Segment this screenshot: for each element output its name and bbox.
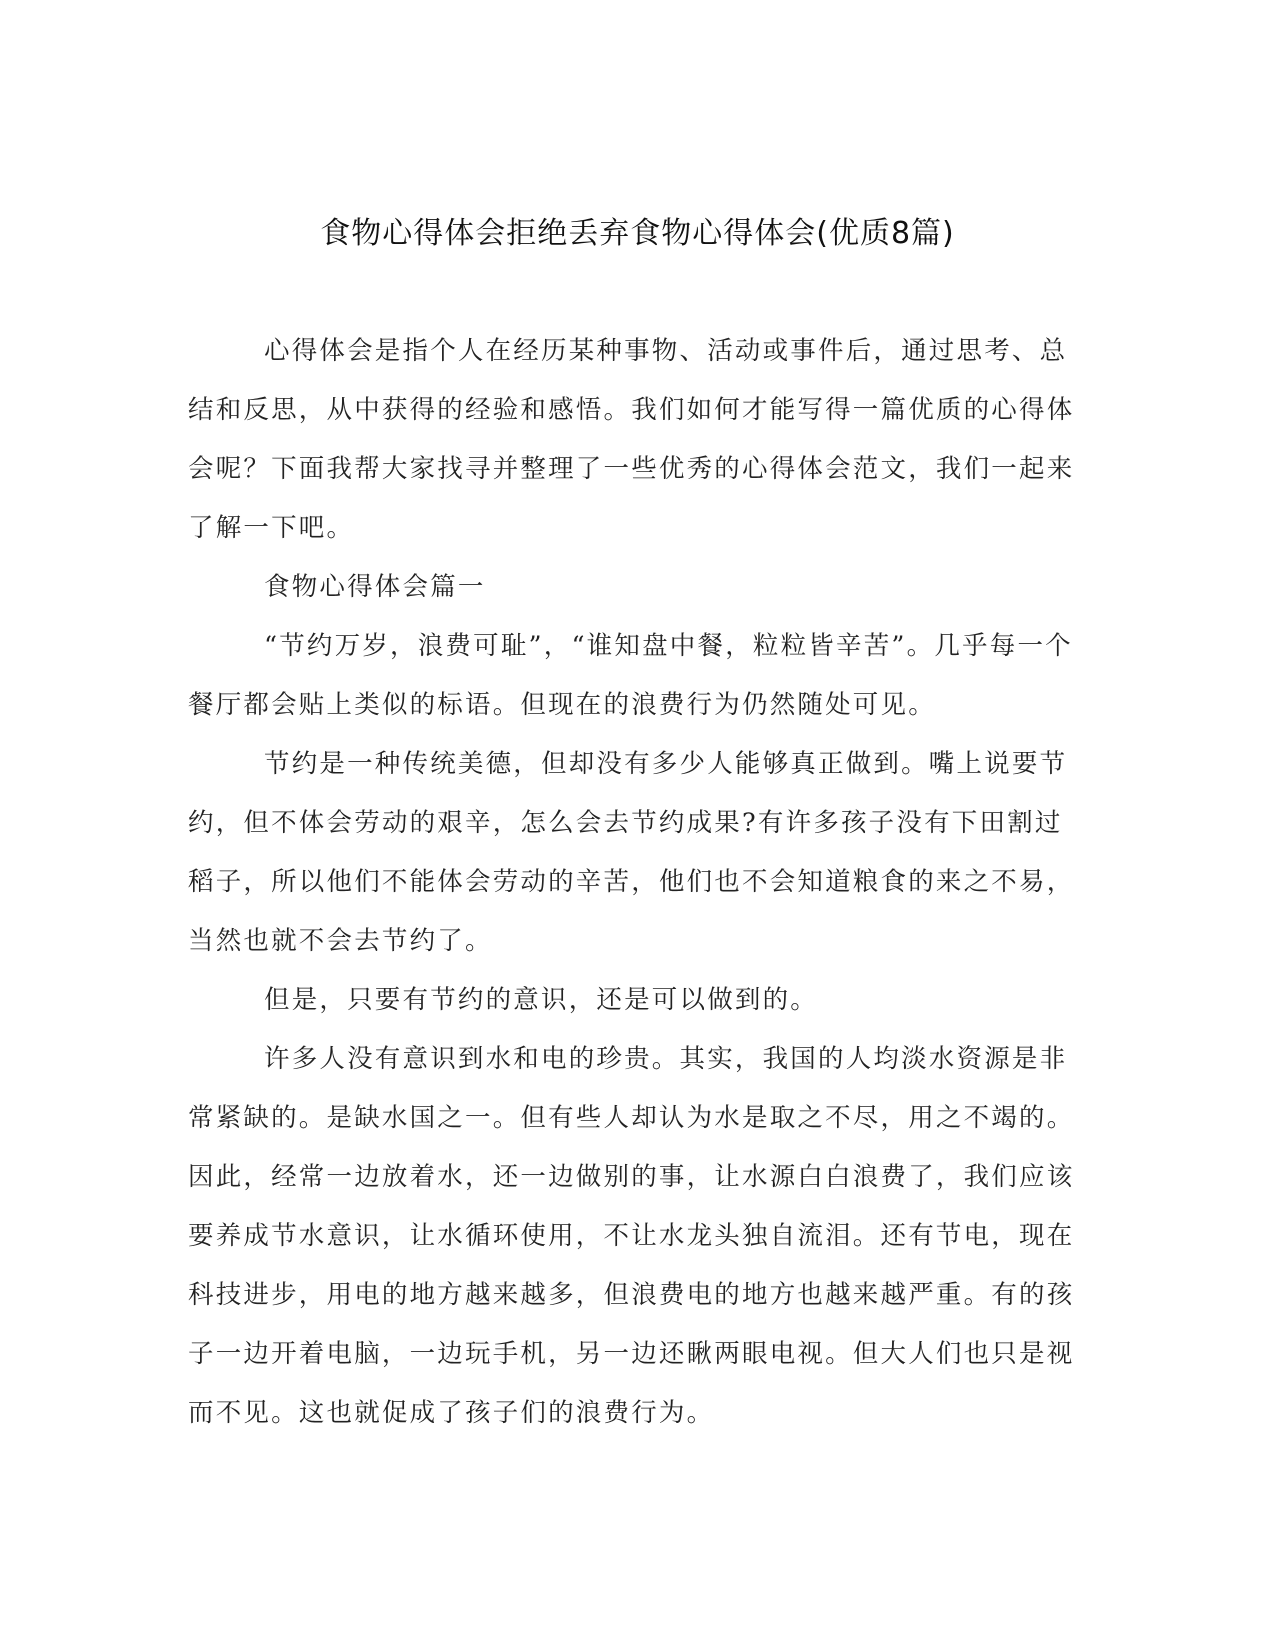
paragraph: “节约万岁，浪费可耻”，“谁知盘中餐，粒粒皆辛苦”。几乎每一个餐厅都会贴上类似的标语。但现在的浪费行为仍然随处可见。 <box>188 631 1073 720</box>
paragraph: 但是，只要有节约的意识，还是可以做到的。 <box>264 985 819 1015</box>
section-heading: 食物心得体会篇一 <box>264 572 486 602</box>
document-title: 食物心得体会拒绝丢弃食物心得体会(优质8篇) <box>320 216 955 251</box>
paragraph: 许多人没有意识到水和电的珍贵。其实，我国的人均淡水资源是非常紧缺的。是缺水国之一。但有些人却认为水是取之不尽，用之不竭的。因此，经常一边放着水，还一边做别的事，让水源白白浪费了，我们应该要养成节水意识，让水循环使用，不让水龙头独自流泪。还有节电，现在科技进步，用电的地方越来越多，但浪费电的地方也越来越严重。有的孩子一边开着电脑，一边玩手机，另一边还瞅两眼电视。但大人们也只是视而不见。这也就促成了孩子们的浪费行为。 <box>188 1044 1075 1428</box>
document-body <box>188 322 1078 1443</box>
intro-paragraph: 心得体会是指个人在经历某种事物、活动或事件后，通过思考、总结和反思，从中获得的经验和感悟。我们如何才能写得一篇优质的心得体会呢？下面我帮大家找寻并整理了一些优秀的心得体会范文，我们一起来了解一下吧。 <box>188 336 1075 543</box>
paragraph: 节约是一种传统美德，但却没有多少人能够真正做到。嘴上说要节约，但不体会劳动的艰辛，怎么会去节约成果?有许多孩子没有下田割过稻子，所以他们不能体会劳动的辛苦，他们也不会知道粮食的来之不易，当然也就不会去节约了。 <box>188 749 1075 956</box>
